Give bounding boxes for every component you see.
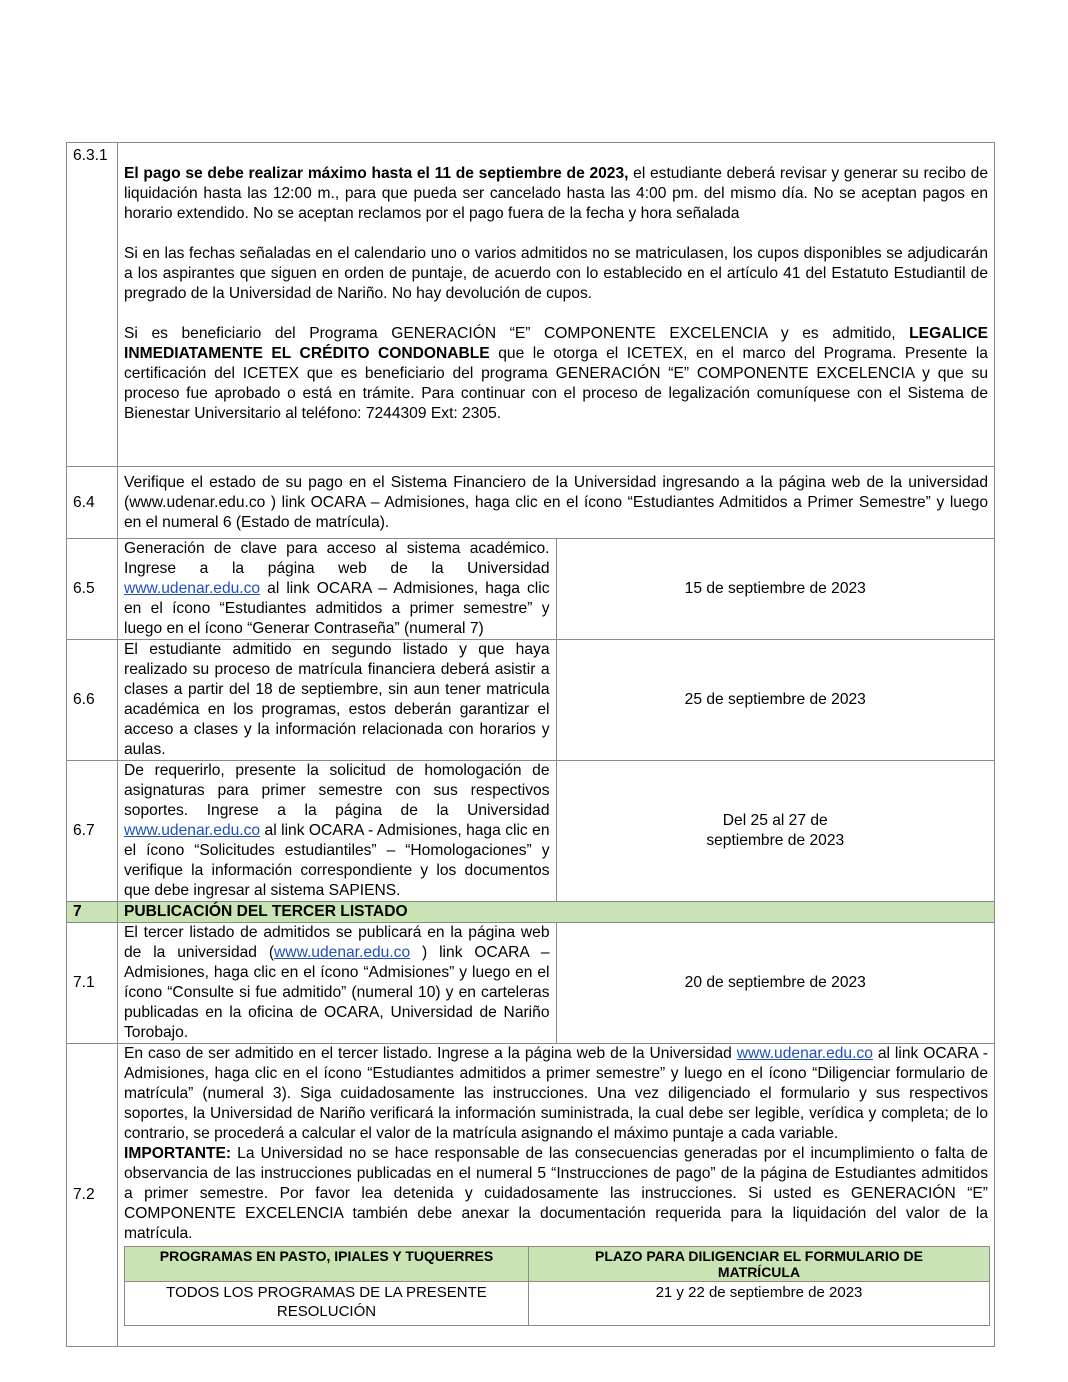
row-number: 6.5 xyxy=(67,539,118,640)
row-date: 25 de septiembre de 2023 xyxy=(556,640,995,761)
table-row xyxy=(67,539,995,640)
date-line: Del 25 al 27 de xyxy=(722,812,828,829)
row-number: 6.7 xyxy=(67,761,118,902)
row-content xyxy=(118,761,557,902)
text: El tercer listado de admitidos se publicará en la página web de la universidad ( xyxy=(124,924,550,961)
row-number: 7.2 xyxy=(67,1044,118,1347)
cell-line: TODOS LOS PROGRAMAS DE LA PRESENTE xyxy=(166,1284,487,1301)
bold-text: IMPORTANTE: xyxy=(124,1145,232,1162)
row-number: 7.1 xyxy=(67,923,118,1044)
paragraph xyxy=(124,164,988,224)
text: al link OCARA - Admisiones, haga clic en el ícono “Estudiantes admitidos a primer semestre” y luego en el ícono “Diligenciar formulario de matrícula” (numeral 3). Siga cuidadosamente las instrucciones. Una vez diligenciado el formulario y sus respectivos soportes, la Universidad de Nariño verificará la información suministrada, la cual debe ser legible, verídica y completa; de lo contrario, se procederá a calcular el valor de la matrícula asignando el máximo puntaje a cada variable. xyxy=(124,1045,988,1142)
column-header: PROGRAMAS EN PASTO, IPIALES Y TUQUERRES xyxy=(125,1247,529,1282)
paragraph: Si en las fechas señaladas en el calendario uno o varios admitidos no se matriculasen, los cupos disponibles se adjudicarán a los aspirantes que siguen en orden de puntaje, de acuerdo con lo establecido en el artículo 41 del Estatuto Estudiantil de pregrado de la Universidad de Nariño. No hay devolución de cupos. xyxy=(124,245,988,302)
table-row xyxy=(67,761,995,902)
text: De requerirlo, presente la solicitud de homologación de asignaturas para primer semestre con sus respectivos soportes. Ingrese a la página de la Universidad xyxy=(124,762,550,819)
column-header xyxy=(529,1247,990,1282)
inner-row xyxy=(125,1282,990,1326)
header-line: PLAZO PARA DILIGENCIAR EL FORMULARIO DE xyxy=(595,1248,923,1264)
table-row xyxy=(67,467,995,539)
table-row xyxy=(67,640,995,761)
row-content xyxy=(118,143,995,467)
text: Generación de clave para acceso al sistema académico. Ingrese a la página web de la Universidad xyxy=(124,540,550,577)
header-line: MATRÍCULA xyxy=(717,1264,801,1280)
text: En caso de ser admitido en el tercer listado. Ingrese a la página web de la Universidad xyxy=(124,1045,737,1062)
udenar-link[interactable]: www.udenar.edu.co xyxy=(274,944,411,961)
text: que le otorga el ICETEX, en el marco del Programa. Presente la certificación del ICETEX que es beneficiario del programa GENERACIÓN “E” COMPONENTE EXCELENCIA y que su proceso fue aprobado o está en trámite. Para continuar con el proceso de legalización comuníquese con el Sistema de Bienestar Universitario al teléfono: 7244309 Ext: 2305. xyxy=(124,345,988,422)
date-line: septiembre de 2023 xyxy=(706,832,845,849)
section-number: 7 xyxy=(67,902,118,923)
bold-text: El pago se debe realizar máximo hasta el 11 de septiembre de 2023, xyxy=(124,165,629,182)
text: Si es beneficiario del Programa GENERACIÓN “E” COMPONENTE EXCELENCIA y es admitido, xyxy=(124,325,910,342)
deadline-table xyxy=(124,1246,990,1326)
programs-cell xyxy=(125,1282,529,1326)
deadline-cell: 21 y 22 de septiembre de 2023 xyxy=(529,1282,990,1326)
row-date: 20 de septiembre de 2023 xyxy=(556,923,995,1044)
row-number: 6.4 xyxy=(67,467,118,539)
inner-header-row xyxy=(125,1247,990,1282)
text: el estudiante deberá revisar y generar su recibo de liquidación hasta las 12:00 m., para que pueda ser cancelado hasta las 4:00 pm. del mismo día. No se aceptan pagos en horario extendido. No se aceptan reclamos por el pago fuera de la fecha y hora señalada xyxy=(124,165,989,222)
table-row xyxy=(67,923,995,1044)
paragraph xyxy=(124,1044,988,1144)
table-row xyxy=(67,1044,995,1347)
cell-line: RESOLUCIÓN xyxy=(276,1303,377,1320)
row-content xyxy=(118,539,557,640)
row-date: 15 de septiembre de 2023 xyxy=(556,539,995,640)
section-header-row xyxy=(67,902,995,923)
row-content: El estudiante admitido en segundo listado y que haya realizado su proceso de matrícula financiera deberá asistir a clases a partir del 18 de septiembre, sin aun tener matricula académica en los programas, estos deberán garantizar el acceso a clases y la información relacionada con horarios y aulas. xyxy=(118,640,557,761)
row-content xyxy=(118,1044,995,1347)
text: La Universidad no se hace responsable de las consecuencias generadas por el incumplimiento o falta de observancia de las instrucciones publicadas en el numeral 5 “Instrucciones de pago” de la página de Estudiantes admitidos a primer semestre. Por favor lea detenida y cuidadosamente las instrucciones. Si usted es GENERACIÓN “E” COMPONENTE EXCELENCIA también debe anexar la documentación requerida para la liquidación del valor de la matrícula. xyxy=(124,1145,988,1242)
table-row xyxy=(67,143,995,467)
row-number: 6.3.1 xyxy=(67,143,118,467)
text: al link OCARA - Admisiones, haga clic en el ícono “Solicitudes estudiantiles” – “Homologaciones” y verifique la información correspondiente y los documentos que debe ingresar al sistema SAPIENS. xyxy=(124,822,550,899)
row-content: Verifique el estado de su pago en el Sistema Financiero de la Universidad ingresando a la página web de la universidad (www.udenar.edu.co ) link OCARA – Admisiones, haga clic en el ícono “Estudiantes Admitidos a Primer Semestre” y luego en el numeral 6 (Estado de matrícula). xyxy=(118,467,995,539)
udenar-link[interactable]: www.udenar.edu.co xyxy=(124,822,261,839)
row-date xyxy=(556,761,995,902)
text: al link OCARA – Admisiones, haga clic en el ícono “Estudiantes admitidos a primer semestre” y luego en el ícono “Generar Contraseña” (numeral 7) xyxy=(124,580,550,637)
row-number: 6.6 xyxy=(67,640,118,761)
bold-text: LEGALICE INMEDIATAMENTE EL CRÉDITO CONDONABLE xyxy=(124,325,988,362)
text: ) link OCARA – Admisiones, haga clic en el ícono “Admisiones” y luego en el ícono “Consulte si fue admitido” (numeral 10) y en carteleras publicadas en la oficina de OCARA, Universidad de Nariño Torobajo. xyxy=(124,944,550,1041)
row-content xyxy=(118,923,557,1044)
paragraph xyxy=(124,324,988,424)
udenar-link[interactable]: www.udenar.edu.co xyxy=(124,580,261,597)
udenar-link[interactable]: www.udenar.edu.co xyxy=(736,1045,873,1062)
paragraph xyxy=(124,1144,988,1244)
section-title: PUBLICACIÓN DEL TERCER LISTADO xyxy=(118,902,995,923)
schedule-table xyxy=(66,142,995,1347)
